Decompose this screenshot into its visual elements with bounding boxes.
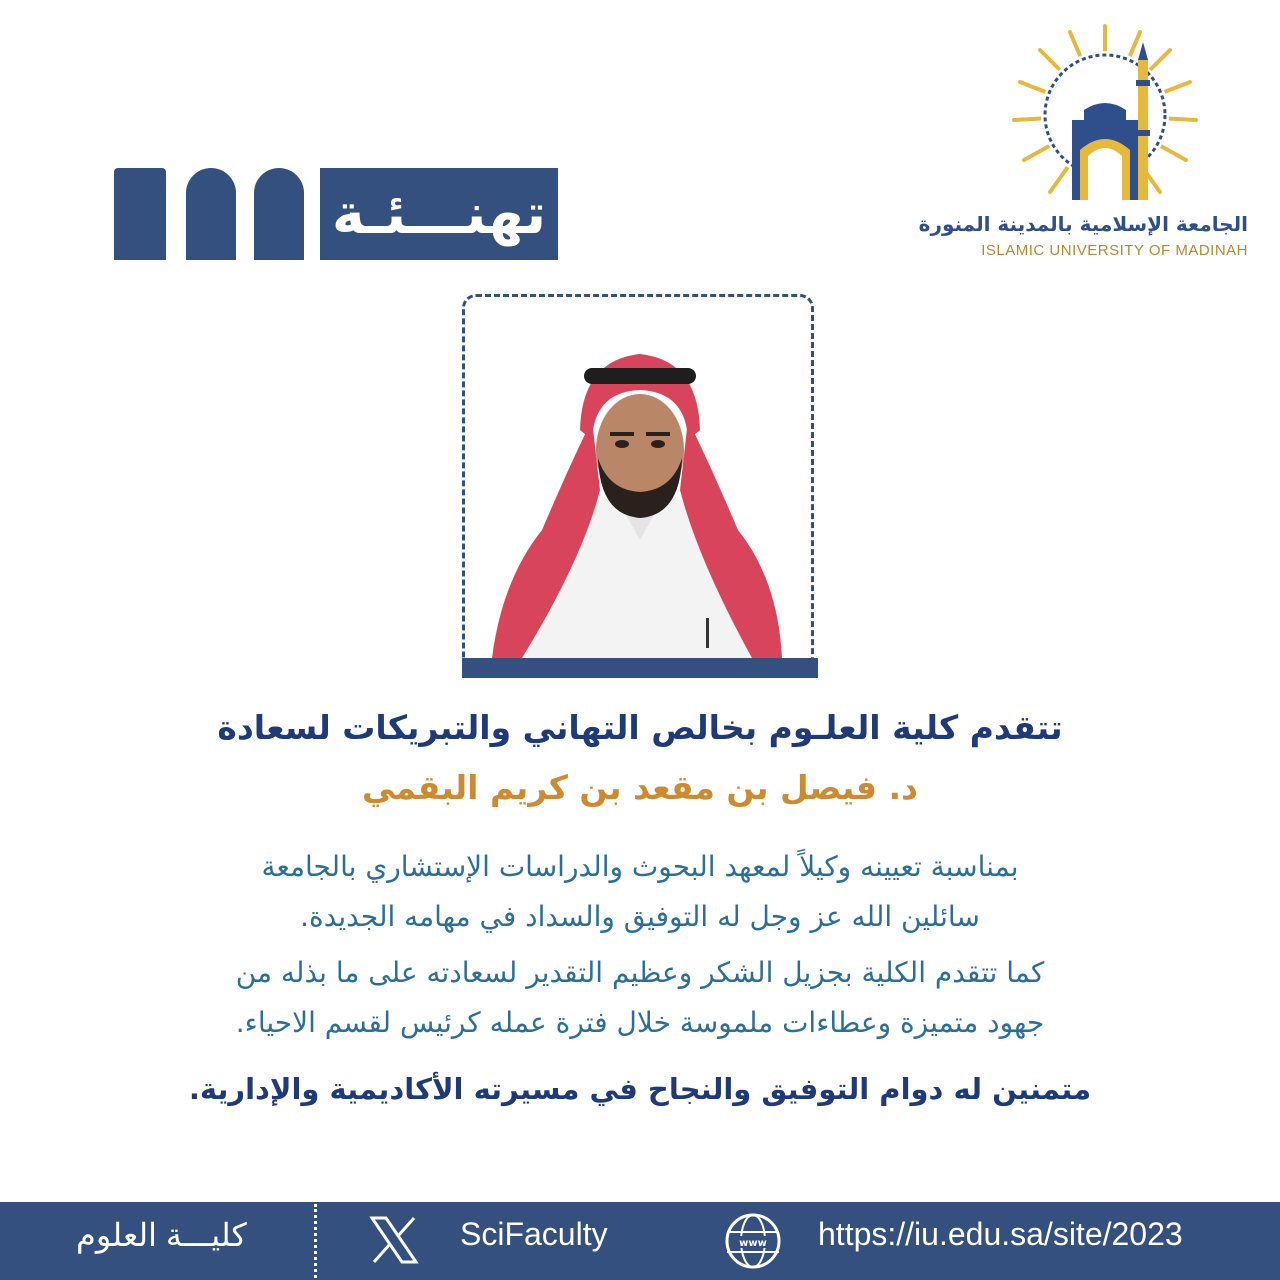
photo-frame-base [462,658,818,678]
footer-website-url[interactable]: https://iu.edu.sa/site/2023 [818,1216,1183,1252]
portrait-photo [482,340,798,658]
paragraph-line: بمناسبة تعيينه وكيلاً لمعهد البحوث والدراسات الإستشاري بالجامعة [261,850,1019,883]
paragraph-line: جهود متميزة وعطاءات ملموسة خلال فترة عمله كرئيس لقسم الاحياء. [235,1006,1045,1039]
footer-college-name: كليـــة العلوم [76,1217,247,1253]
university-logo-icon [1010,20,1200,210]
globe-www-label: www [739,1238,767,1249]
university-name-arabic: الجامعة الإسلامية بالمدينة المنورة [918,212,1248,236]
honoree-name: د. فيصل بن مقعد بن كريم البقمي [362,768,918,807]
banner-arch-2 [186,168,236,260]
banner-block-1 [114,168,166,260]
paragraph-line: سائلين الله عز وجل له التوفيق والسداد في مهامه الجديدة. [300,900,980,933]
intro-text: تتقدم كلية العلـوم بخالص التهاني والتبريكات لسعادة [217,708,1063,747]
paragraph-appointment [140,842,1140,942]
university-name-english: ISLAMIC UNIVERSITY OF MADINAH [981,242,1248,259]
banner [320,168,558,260]
footer-divider [314,1204,317,1278]
banner-arch-3 [254,168,304,260]
closing-text: متمنين له دوام التوفيق والنجاح في مسيرته الأكاديمية والإدارية. [188,1072,1092,1106]
banner-title: تهنـــئـة [331,181,547,247]
paragraph-thanks [140,948,1140,1048]
x-logo-icon[interactable] [368,1214,420,1266]
footer-social-handle[interactable]: SciFaculty [460,1216,608,1252]
globe-icon[interactable] [724,1212,782,1270]
paragraph-line: كما تتقدم الكلية بجزيل الشكر وعظيم التقدير لسعادته على ما بذله من [235,956,1045,989]
